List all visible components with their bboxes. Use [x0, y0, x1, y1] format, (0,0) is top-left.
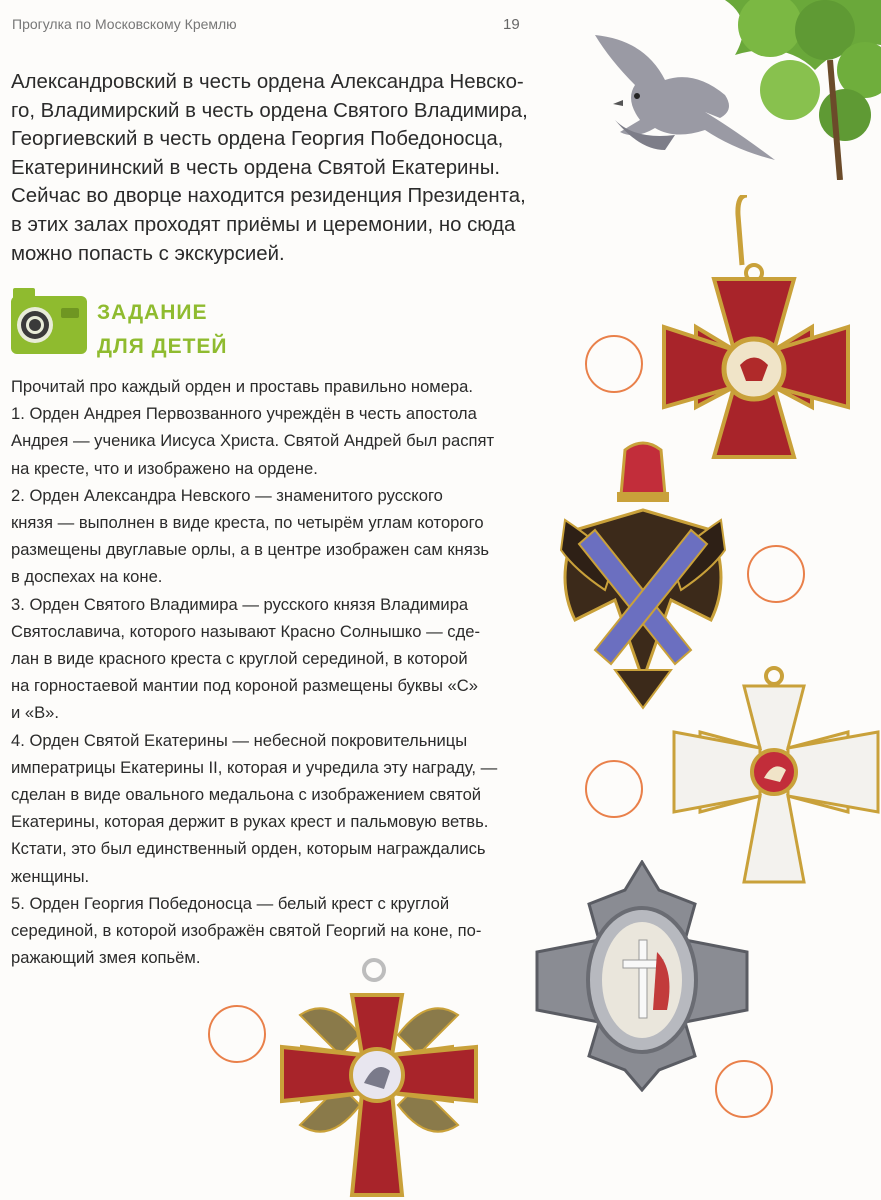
running-header: Прогулка по Московскому Кремлю — [12, 16, 237, 32]
answer-circle-4[interactable] — [208, 1005, 266, 1063]
task-line: Святославича, которого называют Красно Солнышко — сде- — [11, 621, 481, 641]
task-line: ражающий змея копьём. — [11, 948, 201, 968]
order-st-george-image — [670, 660, 881, 888]
task-line: императрицы Екатерины II, которая и учредила эту награду, — — [11, 757, 498, 777]
task-line: и «В». — [11, 703, 60, 723]
dove-tree-illustration — [585, 0, 881, 180]
task-line: Прочитай про каждый орден и проставь правильно номера. — [11, 377, 473, 396]
task-line: серединой, в которой изображён святой Георгий на коне, по- — [11, 921, 482, 941]
task-line: размещены двуглавые орлы, а в центре изображен сам князь — [11, 540, 490, 560]
task-line: 2. Орден Александра Невского — знаменитого русского — [11, 485, 443, 505]
task-line: женщины. — [11, 866, 90, 886]
task-line: сделан в виде овального медальона с изображением святой — [11, 785, 482, 805]
task-line: Андрея — ученика Иисуса Христа. Святой Андрей был распят — [11, 431, 495, 451]
intro-line: Екатерининский в честь ордена Святой Екатерины. — [11, 156, 501, 179]
task-line: 4. Орден Святой Екатерины — небесной покровительницы — [11, 730, 468, 750]
task-line: в доспехах на коне. — [11, 567, 163, 587]
order-st-vladimir-image — [662, 195, 852, 463]
task-line: 5. Орден Георгия Победоносца — белый крест с круглой — [11, 893, 450, 913]
answer-circle-3[interactable] — [585, 760, 643, 818]
task-line: на кресте, что и изображено на ордене. — [11, 458, 318, 478]
task-line: Екатерины, которая держит в руках крест и пальмовую ветвь. — [11, 812, 489, 832]
page-number: 19 — [503, 16, 520, 33]
task-line: лан в виде красного креста с круглой серединой, в которой — [11, 649, 468, 669]
answer-circle-1[interactable] — [585, 335, 643, 393]
task-line: князя — выполнен в виде креста, по четырём углам которого — [11, 513, 484, 533]
intro-line: Сейчас во дворце находится резиденция Президента, — [11, 185, 526, 208]
task-line: на горностаевой мантии под короной размещены буквы «С» — [11, 676, 478, 696]
camera-icon — [11, 288, 89, 356]
answer-circle-2[interactable] — [747, 545, 805, 603]
task-title-line: ДЛЯ ДЕТЕЙ — [97, 335, 228, 358]
intro-line: Георгиевский в честь ордена Георгия Победоносца, — [11, 128, 504, 151]
task-title-line: ЗАДАНИЕ — [97, 301, 208, 324]
task-line: Кстати, это был единственный орден, которым награждались — [11, 839, 486, 859]
intro-line: можно попасть с экскурсией. — [11, 242, 285, 265]
intro-paragraph — [11, 68, 531, 268]
order-alexander-nevsky-image — [280, 955, 478, 1200]
task-title — [97, 296, 228, 364]
intro-line: го, Владимирский в честь ордена Святого Владимира, — [11, 99, 528, 122]
order-st-catherine-image — [535, 860, 749, 1092]
intro-line: в этих залах проходят приёмы и церемонии, но сюда — [11, 213, 516, 236]
task-body — [11, 373, 511, 971]
task-line: 3. Орден Святого Владимира — русского князя Владимира — [11, 594, 469, 614]
answer-circle-5[interactable] — [715, 1060, 773, 1118]
intro-line: Александровский в честь ордена Александра Невско- — [11, 71, 524, 93]
task-line: 1. Орден Андрея Первозванного учреждён в честь апостола — [11, 404, 477, 424]
